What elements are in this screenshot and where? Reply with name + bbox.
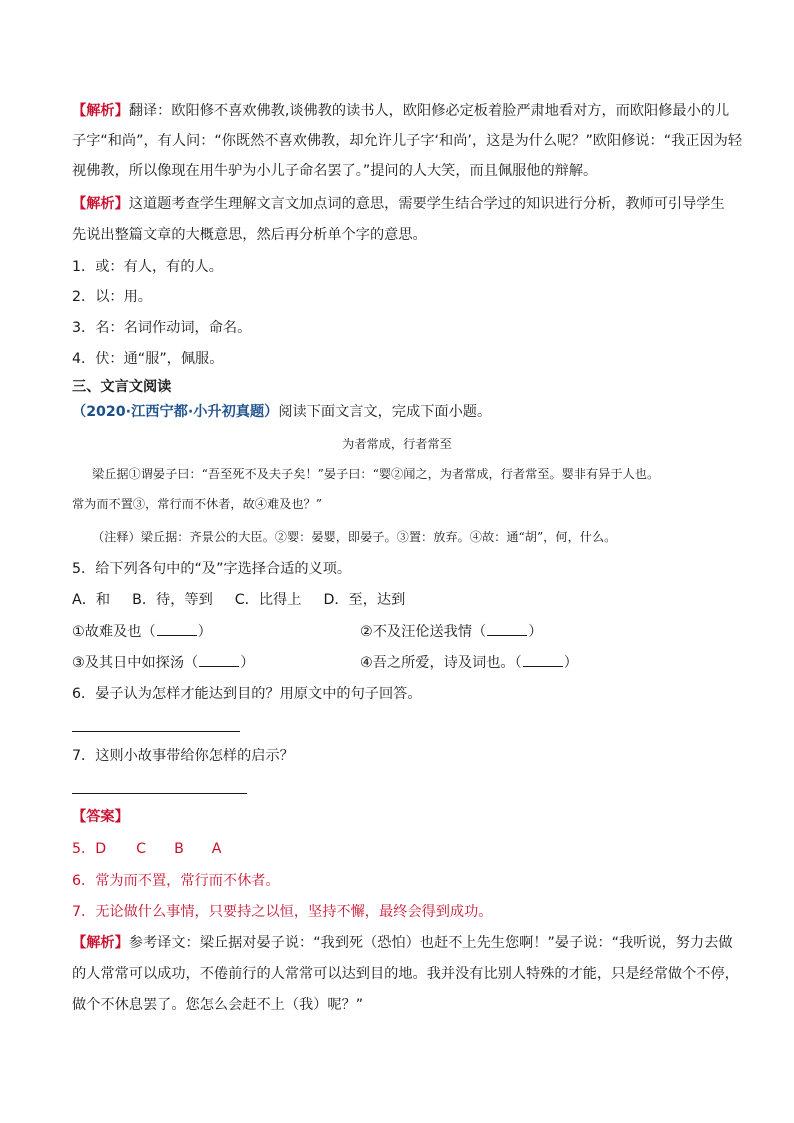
answer-5: 5．D C B A [72,841,222,857]
analysis-3-line-1: 【解析】参考译文：梁丘据对晏子说：“我到死（恐怕）也赶不上先生您啊！”晏子说：“我听说，努力去做 [72,935,733,951]
answer-blank[interactable] [157,621,197,636]
option-c: C．比得上 [234,592,302,608]
passage-note: （注释）梁丘据：齐景公的大臣。②婴：晏婴，即晏子。③置：放弃。④故：通“胡”，何，什么。 [92,530,617,544]
analysis-tag: 【解析】 [72,935,129,951]
sentence-3: ③及其日中如探汤（ ） [72,655,254,671]
question-5-row-2 [72,652,732,673]
analysis-2-item-2: 2．以：用。 [72,289,152,305]
question-7: 7．这则小故事带给你怎样的启示？ [72,748,294,764]
sentence-4: ④吾之所爱，诗及词也。（ ） [360,652,578,673]
passage-line-1: 梁丘据①谓晏子曰：“吾至死不及夫子矣！”晏子曰：“婴②闻之，为者常成，行者常至。婴非有异于人也。 [92,467,660,481]
answer-6: 6．常为而不置，常行而不休者。 [72,873,280,889]
analysis-tag: 【解析】 [72,103,129,119]
answer-line[interactable] [72,793,247,794]
question-5-stem: 5．给下列各句中的“及”字选择合适的义项。 [72,561,352,577]
section-title: 三、文言文阅读 [72,379,172,395]
analysis-2-item-3: 3．名：名词作动词，命名。 [72,320,252,336]
answer-tag: 【答案】 [72,809,129,825]
passage-title: 为者常成，行者常至 [342,437,452,451]
answer-blank[interactable] [487,621,527,636]
question-6: 6．晏子认为怎样才能达到目的？用原文中的句子回答。 [72,686,422,702]
question-5-options [72,590,732,610]
analysis-2-item-4: 4．伏：通“服”，佩服。 [72,351,224,367]
answer-blank[interactable] [199,652,239,667]
question-5-row-1 [72,621,732,642]
answer-blank[interactable] [523,652,563,667]
answer-line[interactable] [72,731,240,732]
analysis-3-line-2: 的人常常可以成功，不倦前行的人常常可以达到目的地。我并没有比别人特殊的才能，只是经常做个不停， [72,966,739,982]
analysis-tag: 【解析】 [72,196,129,212]
sentence-1: ①故难及也（ ） [72,624,212,640]
analysis-2-line-2: 先说出整篇文章的大概意思，然后再分析单个字的意思。 [72,227,427,243]
question-source-line [72,402,732,422]
analysis-1-line-2: 子字“和尚”，有人问：“你既然不喜欢佛教，却允许儿子字‘和尚’，这是为什么呢？”欧阳修说：“我正因为轻 [72,133,743,149]
option-b: B．待，等到 [132,592,213,608]
question-source: （2020·江西宁都·小升初真题） [72,404,279,420]
analysis-2-line-1: 【解析】这道题考查学生理解文言文加点词的意思，需要学生结合学过的知识进行分析，教师可引导学生 [72,196,725,212]
analysis-1-line-1: 【解析】翻译：欧阳修不喜欢佛教,谈佛教的读书人，欧阳修必定板着脸严肃地看对方，而欧阳修最小的儿 [72,103,730,119]
instruction: 阅读下面文言文，完成下面小题。 [278,404,492,420]
analysis-1-line-3: 视佛教，所以像现在用牛驴为小儿子命名罢了。”提问的人大笑，而且佩服他的辩解。 [72,163,598,179]
answer-7: 7．无论做什么事情，只要持之以恒，坚持不懈，最终会得到成功。 [72,904,493,920]
option-d: D．至，达到 [323,592,406,608]
sentence-2: ②不及汪伦送我情（ ） [360,621,542,642]
analysis-2-item-1: 1．或：有人，有的人。 [72,259,223,275]
option-a: A．和 [72,592,111,608]
analysis-3-line-3: 做个不休息罢了。您怎么会赶不上（我）呢？” [72,997,364,1013]
passage-line-2: 常为而不置③，常行而不休者，故④难及也？” [72,497,322,511]
